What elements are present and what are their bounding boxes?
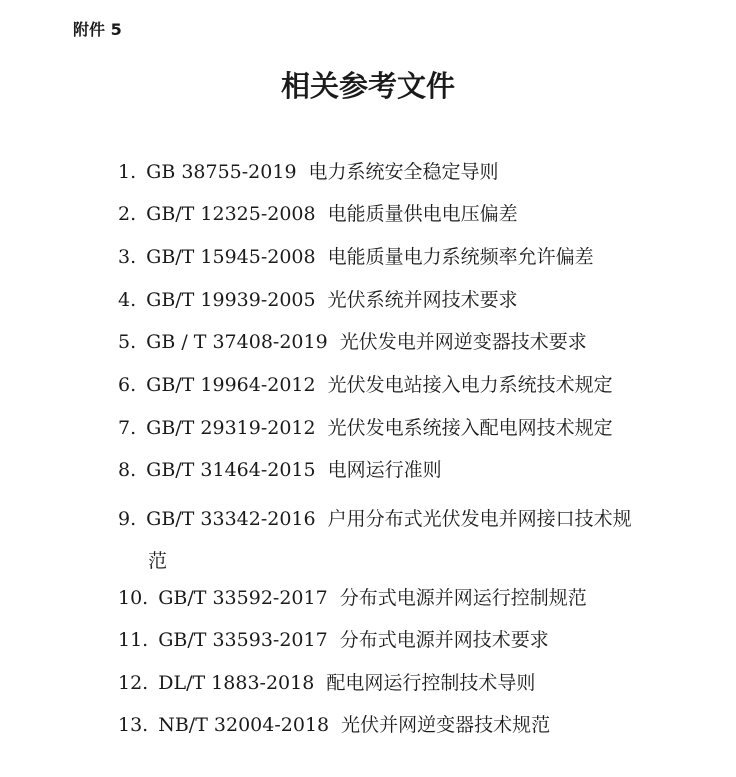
list-item	[118, 327, 587, 357]
list-item	[118, 455, 442, 485]
item-number: 11.	[118, 629, 149, 651]
list-item	[118, 583, 587, 613]
standard-name: 分布式电源并网运行控制规范	[339, 587, 587, 609]
standard-code: GB/T 31464-2015	[146, 459, 316, 481]
standard-name: 分布式电源并网技术要求	[339, 629, 549, 651]
list-item	[118, 710, 550, 740]
standard-code: NB/T 32004-2018	[158, 714, 330, 736]
standard-name: 户用分布式光伏发电并网接口技术规	[327, 508, 632, 530]
list-item	[118, 157, 499, 187]
item-number: 4.	[118, 289, 137, 311]
item-number: 9.	[118, 508, 137, 530]
standard-code: GB/T 19964-2012	[146, 374, 316, 396]
standard-code: GB 38755-2019	[146, 161, 297, 183]
standard-code: GB/T 33592-2017	[158, 587, 328, 609]
item-number: 7.	[118, 417, 137, 439]
standard-name: 光伏发电并网逆变器技术要求	[339, 331, 587, 353]
list-item	[118, 242, 594, 272]
list-item	[118, 285, 518, 315]
standard-code: GB/T 12325-2008	[146, 203, 316, 225]
list-item	[118, 668, 535, 698]
standard-code: GB/T 19939-2005	[146, 289, 316, 311]
item-number: 10.	[118, 587, 149, 609]
standard-code: GB / T 37408-2019	[146, 331, 328, 353]
standard-name: 电力系统安全稳定导则	[308, 161, 499, 183]
item-number: 3.	[118, 246, 137, 268]
item-number: 12.	[118, 672, 149, 694]
item-number: 6.	[118, 374, 137, 396]
standard-name: 光伏并网逆变器技术规范	[341, 714, 551, 736]
list-item	[118, 370, 613, 400]
list-item	[118, 413, 613, 443]
attachment-label: 附件 5	[73, 20, 122, 39]
standard-name: 光伏发电站接入电力系统技术规定	[327, 374, 613, 396]
standard-name: 光伏系统并网技术要求	[327, 289, 518, 311]
standard-code: DL/T 1883-2018	[158, 672, 315, 694]
list-item	[118, 199, 518, 229]
standard-name-continuation: 范	[148, 550, 168, 572]
page-title: 相关参考文件	[280, 69, 455, 103]
item-number: 5.	[118, 331, 137, 353]
standard-name: 配电网运行控制技术导则	[326, 672, 536, 694]
list-item	[118, 498, 648, 582]
standard-name: 电网运行准则	[327, 459, 442, 481]
standard-code: GB/T 15945-2008	[146, 246, 316, 268]
standard-name: 光伏发电系统接入配电网技术规定	[327, 417, 613, 439]
item-number: 13.	[118, 714, 149, 736]
standard-name: 电能质量供电电压偏差	[327, 203, 518, 225]
list-item	[118, 625, 549, 655]
item-number: 1.	[118, 161, 137, 183]
standard-code: GB/T 33593-2017	[158, 629, 328, 651]
item-number: 2.	[118, 203, 137, 225]
standard-code: GB/T 29319-2012	[146, 417, 316, 439]
standard-code: GB/T 33342-2016	[146, 508, 316, 530]
standard-name: 电能质量电力系统频率允许偏差	[327, 246, 594, 268]
item-number: 8.	[118, 459, 137, 481]
